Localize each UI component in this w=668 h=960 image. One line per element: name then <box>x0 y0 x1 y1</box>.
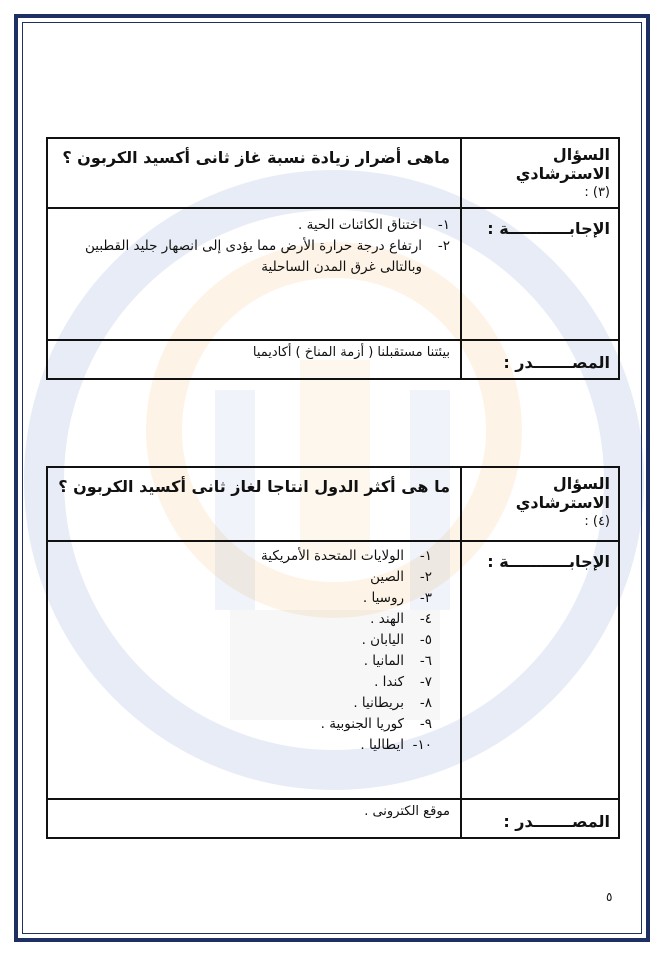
source-label: المصـــــــدر : <box>503 353 610 372</box>
source-label-cell <box>461 340 619 379</box>
answer-item: ٩- كوريا الجنوبية . <box>320 716 432 732</box>
answer-item: ١٠- ايطاليا . <box>360 737 432 753</box>
question-table-4 <box>46 466 620 839</box>
answer-item: ٤- الهند . <box>370 611 432 627</box>
answer-item: ٢- ارتفاع درجة حرارة الأرض مما يؤدى إلى انصهار جليد القطبين وبالتالى غرق المدن الساحلية <box>85 238 450 275</box>
question-label-cell <box>461 138 619 208</box>
source-text: موقع الكترونى . <box>364 804 450 819</box>
page-number: ٥ <box>606 890 613 904</box>
question-label: السؤال الاسترشادي <box>515 145 610 183</box>
answer-item: ٦- المانيا . <box>363 653 432 669</box>
question-text: ما هى أكثر الدول انتاجا لغاز ثانى أكسيد الكربون ؟ <box>58 477 450 496</box>
answer-item: ٨- بريطانيا . <box>353 695 432 711</box>
answer-item: ٣- روسيا . <box>362 590 432 606</box>
source-text: بيئتنا مستقبلنا ( أزمة المناخ ) أكاديميا <box>252 345 450 360</box>
source-cell <box>47 340 461 379</box>
answer-label: الإجابـــــــــــة : <box>487 552 610 571</box>
answer-label-cell <box>461 208 619 340</box>
answer-cell <box>47 208 461 340</box>
source-cell <box>47 799 461 838</box>
answer-cell <box>47 541 461 799</box>
question-number: (٣) : <box>584 185 610 200</box>
question-label: السؤال الاسترشادي <box>515 474 610 512</box>
question-table-3 <box>46 137 620 380</box>
question-text-cell <box>47 467 461 541</box>
question-text-cell <box>47 138 461 208</box>
answer-list <box>58 546 432 756</box>
answer-item: ٢- الصين <box>370 569 432 585</box>
answer-label: الإجابـــــــــــة : <box>487 219 610 238</box>
answer-item: ١- الولايات المتحدة الأمريكية <box>261 548 432 564</box>
question-number: (٤) : <box>584 514 610 529</box>
source-label: المصـــــــدر : <box>503 812 610 831</box>
answer-item: ١- اختناق الكائنات الحية . <box>298 217 450 233</box>
source-label-cell <box>461 799 619 838</box>
answer-item: ٥- اليابان . <box>361 632 432 648</box>
question-label-cell <box>461 467 619 541</box>
question-text: ماهى أضرار زيادة نسبة غاز ثانى أكسيد الكربون ؟ <box>62 148 450 167</box>
answer-item: ٧- كندا . <box>374 674 432 690</box>
answer-label-cell <box>461 541 619 799</box>
answer-list <box>58 215 450 278</box>
